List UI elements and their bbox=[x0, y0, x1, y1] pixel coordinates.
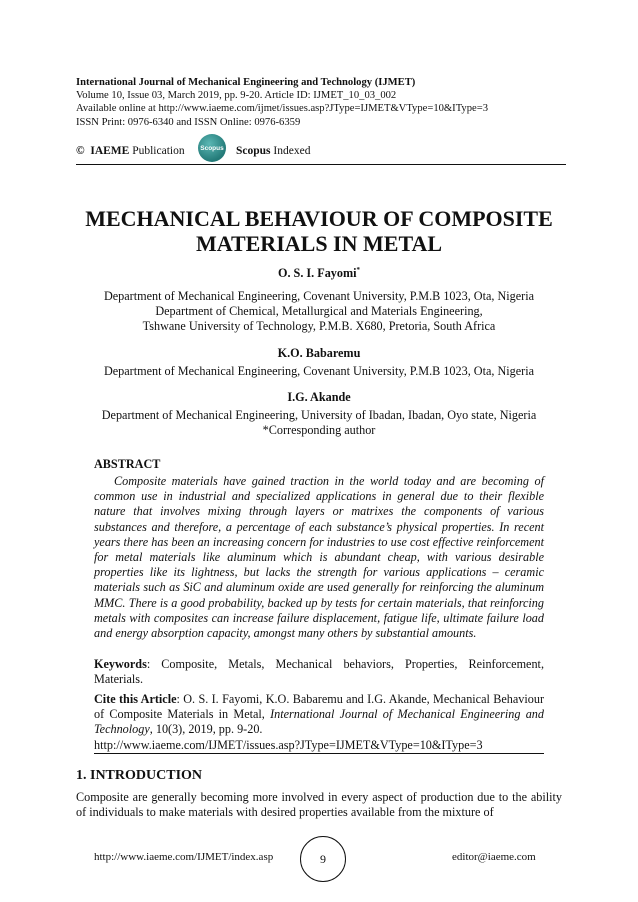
title-line-1: MECHANICAL BEHAVIOUR OF COMPOSITE bbox=[85, 206, 553, 231]
author-affiliation: Department of Mechanical Engineering, Covenant University, P.M.B 1023, Ota, Nigeria Department of Chemical, Metallurgical and Materials Engineering, Tshwane University of Technology, P.M.B. X680, Pretoria, South Africa bbox=[103, 289, 535, 333]
publication-row bbox=[76, 134, 566, 164]
introduction-text: Composite are generally becoming more involved in every aspect of production due to the ability of individuals to make materials with desired properties available from the mixture of bbox=[76, 790, 562, 820]
cite-label: Cite this Article bbox=[94, 692, 177, 706]
volume-info: Volume 10, Issue 03, March 2019, pp. 9-20. Article ID: IJMET_10_03_002 bbox=[76, 90, 397, 102]
footer-email-link[interactable]: editor@iaeme.com bbox=[452, 851, 536, 863]
publisher-name: IAEME bbox=[90, 145, 130, 157]
scopus-logo-icon: Scopus bbox=[198, 134, 226, 162]
copyright-symbol: © bbox=[76, 145, 85, 157]
title-line-2: MATERIALS IN METAL bbox=[195, 231, 443, 256]
header-divider bbox=[76, 164, 566, 165]
scopus-label: Scopus bbox=[236, 145, 271, 157]
journal-header bbox=[76, 76, 566, 129]
cite-divider bbox=[94, 753, 544, 754]
cite-url-link[interactable]: http://www.iaeme.com/IJMET/issues.asp?JType=IJMET&VType=10&IType=3 bbox=[94, 737, 483, 752]
available-online: Available online at http://www.iaeme.com/ijmet/issues.asp?JType=IJMET&VType=10&IType=3 bbox=[76, 103, 488, 115]
author-name: I.G. Akande bbox=[287, 390, 351, 404]
page-number: 9 bbox=[300, 836, 346, 882]
author-affiliation: Department of Mechanical Engineering, University of Ibadan, Ibadan, Oyo state, Nigeria *Corresponding author bbox=[60, 408, 578, 438]
journal-name: International Journal of Mechanical Engineering and Technology (IJMET) bbox=[76, 77, 416, 88]
paper-title bbox=[60, 206, 578, 256]
abstract-text: Composite materials have gained traction in the world today and are becoming of common use in industrial and specialized applications in general due to their flexible nature that involves mixing through layers or matrixes the components of various substances and therefore, a percentage of each substance’s physical properties. In recent years there has been an increasing concern for industries to use cost effective reinforcement for metal materials like aluminum which is abundant cheap, with various desirable properties like its lightness, but lacks the strength for various applications – ceramic materials such as SiC and aluminum oxide are used generally for reinforcing the aluminum MMC. There is a good probability, backed up by tests for certain materials, that reinforcing metals with composites can increase failure displacement, fatigue life, ultimate failure load and energy absorption capacity, amongst many others by substantial amounts. bbox=[94, 474, 544, 641]
scopus-indexed bbox=[236, 145, 310, 157]
publication-label: Publication bbox=[129, 145, 185, 157]
abstract-heading: ABSTRACT bbox=[94, 457, 161, 471]
author-affiliation: Department of Mechanical Engineering, Covenant University, P.M.B 1023, Ota, Nigeria bbox=[103, 364, 535, 378]
indexed-label: Indexed bbox=[270, 145, 311, 157]
cite-this-article: Cite this Article: O. S. I. Fayomi, K.O. Babaremu and I.G. Akande, Mechanical Behaviour of Composite Materials in Metal, International Journal of Mechanical Engineering and Technology, 10(3), 2019, pp. 9-20. http://www.iaeme.com/IJMET/issues.asp?JType=IJMET&VType=10&IType=3 bbox=[94, 692, 545, 752]
keywords-label: Keywords bbox=[94, 657, 147, 671]
author-name: K.O. Babaremu bbox=[277, 346, 361, 360]
footer-url-link[interactable]: http://www.iaeme.com/IJMET/index.asp bbox=[94, 851, 274, 863]
author-name: O. S. I. Fayomi* bbox=[277, 266, 361, 281]
publisher-credit bbox=[76, 145, 185, 157]
issn-info: ISSN Print: 0976-6340 and ISSN Online: 0976-6359 bbox=[76, 116, 301, 128]
cite-journal: International Journal of Mechanical Engineering and Technology bbox=[94, 707, 544, 737]
corresponding-mark: * bbox=[356, 266, 361, 274]
keywords bbox=[94, 657, 544, 687]
keywords-text: : Composite, Metals, Mechanical behaviors, Properties, Reinforcement, Materials. bbox=[94, 657, 544, 687]
section-heading: 1. INTRODUCTION bbox=[76, 768, 203, 783]
corresponding-author-note: *Corresponding author bbox=[262, 423, 376, 437]
